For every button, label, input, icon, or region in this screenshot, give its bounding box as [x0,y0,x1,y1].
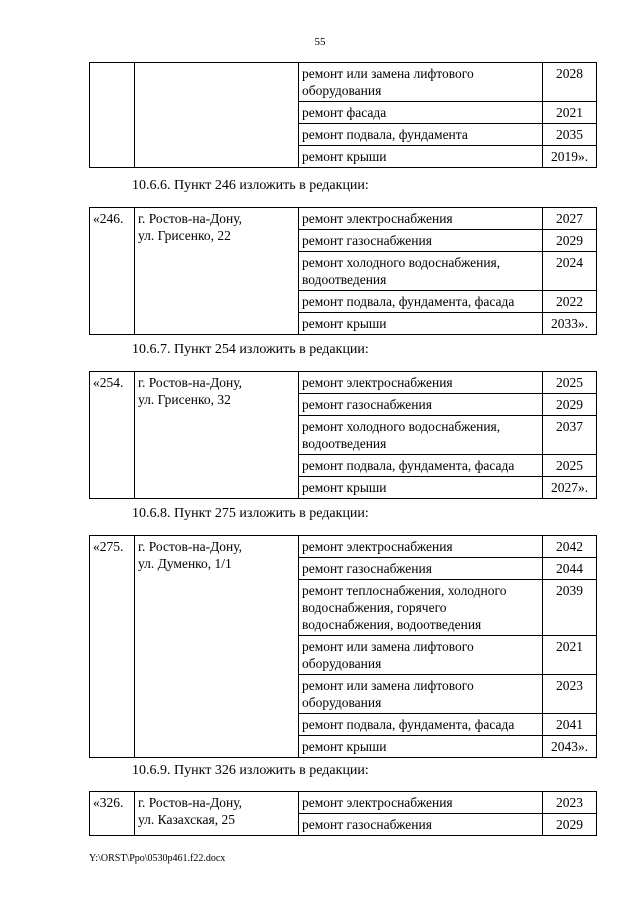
page-number: 55 [314,36,326,48]
work-cell: ремонт электроснабжения [299,536,543,558]
section-title: 10.6.9. Пункт 326 изложить в редакции: [132,763,369,778]
work-cell: ремонт электроснабжения [299,208,543,230]
work-cell: ремонт крыши [299,146,543,168]
address-street: ул. Думенко, 1/1 [138,556,232,571]
year-cell: 2024 [543,252,597,291]
section-title: 10.6.8. Пункт 275 изложить в редакции: [132,506,369,521]
table-row [90,372,597,394]
year-cell: 2037 [543,416,597,455]
year-cell: 2019». [543,146,597,168]
work-cell: ремонт теплоснабжения, холодного водоснабжения, горячего водоснабжения, водоотведения [299,580,543,636]
section-table-275 [89,535,597,758]
work-cell: ремонт или замена лифтового оборудования [299,63,543,102]
year-cell: 2027». [543,477,597,499]
year-cell: 2025 [543,372,597,394]
address-cell [135,372,299,499]
year-cell: 2021 [543,102,597,124]
year-cell: 2042 [543,536,597,558]
address-city: г. Ростов-на-Дону, [138,539,243,554]
work-cell: ремонт крыши [299,477,543,499]
number-cell: «326. [90,792,135,836]
work-cell: ремонт холодного водоснабжения, водоотведения [299,252,543,291]
year-cell: 2027 [543,208,597,230]
year-cell: 2023 [543,792,597,814]
number-cell: «246. [90,208,135,335]
table-row [90,792,597,814]
work-cell: ремонт или замена лифтового оборудования [299,675,543,714]
number-cell: «275. [90,536,135,758]
work-cell: ремонт газоснабжения [299,230,543,252]
work-cell: ремонт электроснабжения [299,372,543,394]
address-city: г. Ростов-на-Дону, [138,211,243,226]
footer-file-path: Y:\ORST\Ppo\0530p461.f22.docx [89,853,226,864]
section-table-246 [89,207,597,335]
table-row [90,208,597,230]
number-cell [90,63,135,168]
work-cell: ремонт фасада [299,102,543,124]
work-cell: ремонт подвала, фундамента, фасада [299,714,543,736]
year-cell: 2023 [543,675,597,714]
work-cell: ремонт крыши [299,736,543,758]
address-cell [135,208,299,335]
year-cell: 2029 [543,230,597,252]
year-cell: 2043». [543,736,597,758]
section-title: 10.6.7. Пункт 254 изложить в редакции: [132,342,369,357]
section-table-254 [89,371,597,499]
section-title: 10.6.6. Пункт 246 изложить в редакции: [132,178,369,193]
year-cell: 2044 [543,558,597,580]
section-table-326 [89,791,597,836]
work-cell: ремонт газоснабжения [299,814,543,836]
work-cell: ремонт газоснабжения [299,394,543,416]
year-cell: 2029 [543,814,597,836]
continuation-table [89,62,597,168]
address-street: ул. Грисенко, 22 [138,228,231,243]
address-cell [135,792,299,836]
work-cell: ремонт подвала, фундамента [299,124,543,146]
year-cell: 2021 [543,636,597,675]
year-cell: 2028 [543,63,597,102]
address-street: ул. Грисенко, 32 [138,392,231,407]
table-row [90,63,597,102]
work-cell: ремонт подвала, фундамента, фасада [299,291,543,313]
year-cell: 2025 [543,455,597,477]
table-row [90,536,597,558]
address-city: г. Ростов-на-Дону, [138,795,243,810]
address-cell [135,536,299,758]
work-cell: ремонт холодного водоснабжения, водоотведения [299,416,543,455]
year-cell: 2035 [543,124,597,146]
work-cell: ремонт крыши [299,313,543,335]
address-street: ул. Казахская, 25 [138,812,235,827]
work-cell: ремонт газоснабжения [299,558,543,580]
year-cell: 2041 [543,714,597,736]
work-cell: ремонт подвала, фундамента, фасада [299,455,543,477]
address-cell [135,63,299,168]
year-cell: 2039 [543,580,597,636]
work-cell: ремонт или замена лифтового оборудования [299,636,543,675]
address-city: г. Ростов-на-Дону, [138,375,243,390]
work-cell: ремонт электроснабжения [299,792,543,814]
year-cell: 2029 [543,394,597,416]
year-cell: 2022 [543,291,597,313]
number-cell: «254. [90,372,135,499]
year-cell: 2033». [543,313,597,335]
